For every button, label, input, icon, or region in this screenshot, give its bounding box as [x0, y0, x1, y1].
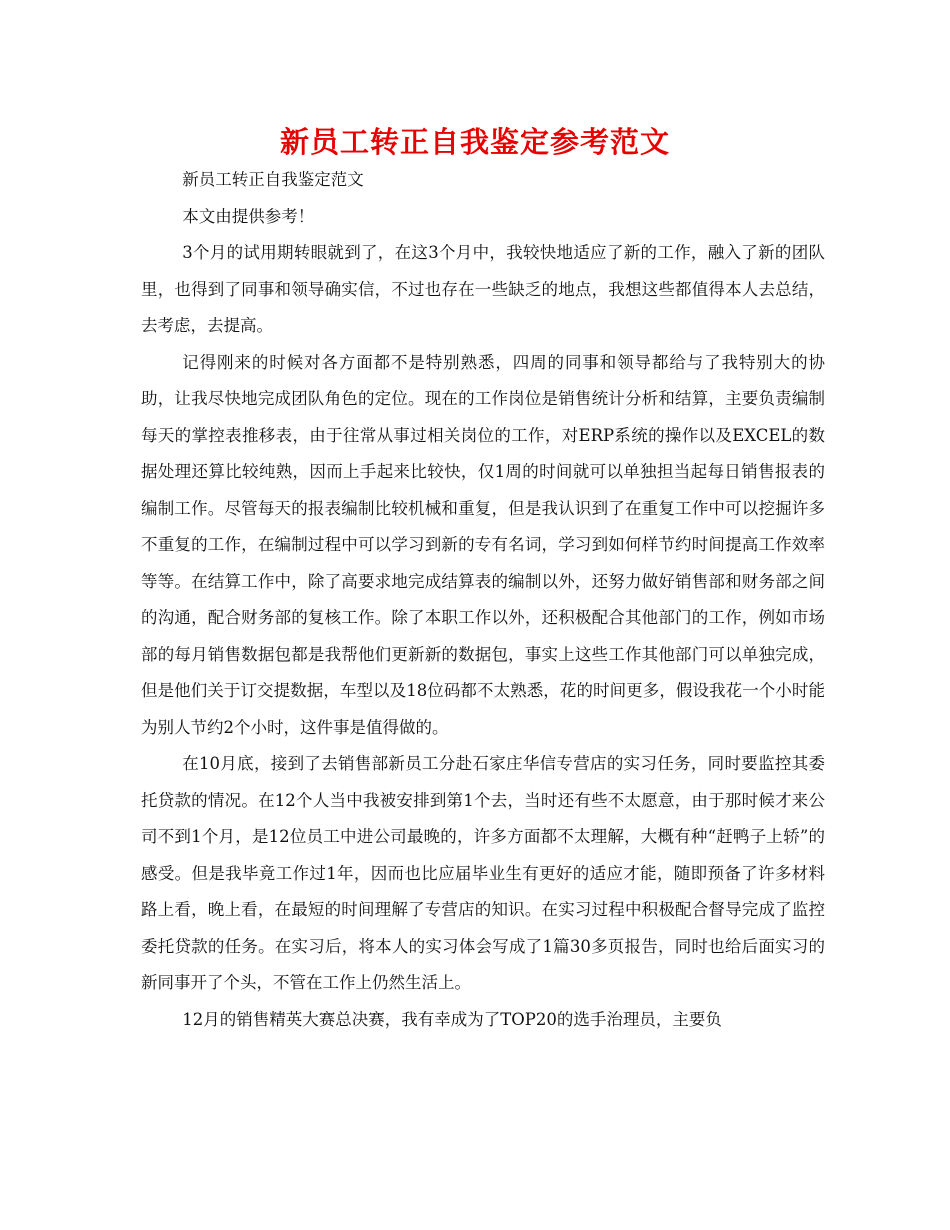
body-paragraph: 记得刚来的时候对各方面都不是特别熟悉，四周的同事和领导都给与了我特别大的协助，让我尽快地完成团队角色的定位。现在的工作岗位是销售统计分析和结算，主要负责编制每天的掌控表推移表，由于往常从事过相关岗位的工作，对ERP系统的操作以及EXCEL的数据处理还算比较纯熟，因而上手起来比较快，仅1周的时间就可以单独担当起每日销售报表的编制工作。尽管每天的报表编制比较机械和重复，但是我认识到了在重复工作中可以挖掘许多不重复的工作，在编制过程中可以学习到新的专有名词，学习到如何样节约时间提高工作效率等等。在结算工作中，除了高要求地完成结算表的编制以外，还努力做好销售部和财务部之间的沟通，配合财务部的复核工作。除了本职工作以外，还积极配合其他部门的工作，例如市场部的每月销售数据包都是我帮他们更新新的数据包，事实上这些工作其他部门可以单独完成，但是他们关于订交提数据，车型以及18位码都不太熟悉，花的时间更多，假设我花一个小时能为别人节约2个小时，这件事是值得做的。: [141, 352, 825, 737]
subtitle-paragraph: 新员工转正自我鉴定范文: [182, 170, 364, 189]
document-body: [141, 162, 825, 1038]
document-title: 新员工转正自我鉴定参考范文: [279, 125, 670, 159]
body-paragraph: 3个月的试用期转眼就到了，在这3个月中，我较快地适应了新的工作，融入了新的团队里，也得到了同事和领导确实信，不过也存在一些缺乏的地点，我想这些都值得本人去总结，去考虑，去提高。: [141, 243, 825, 335]
body-paragraph: 12月的销售精英大赛总决赛，我有幸成为了TOP20的选手治理员，主要负: [182, 1009, 722, 1029]
source-note-paragraph: 本文由提供参考！: [182, 206, 315, 226]
body-paragraph: 在10月底，接到了去销售部新员工分赴石家庄华信专营店的实习任务，同时要监控其委托贷款的情况。在12个人当中我被安排到第1个去，当时还有些不太愿意，由于那时候才来公司不到1个月，是12位员工中进公司最晚的，许多方面都不太理解，大概有种“赶鸭子上轿”的感受。但是我毕竟工作过1年，因而也比应届毕业生有更好的适应才能，随即预备了许多材料路上看，晚上看，在最短的时间理解了专营店的知识。在实习过程中积极配合督导完成了监控委托贷款的任务。在实习后，将本人的实习体会写成了1篇30多页报告，同时也给后面实习的新同事开了个头，不管在工作上仍然生活上。: [141, 754, 825, 992]
